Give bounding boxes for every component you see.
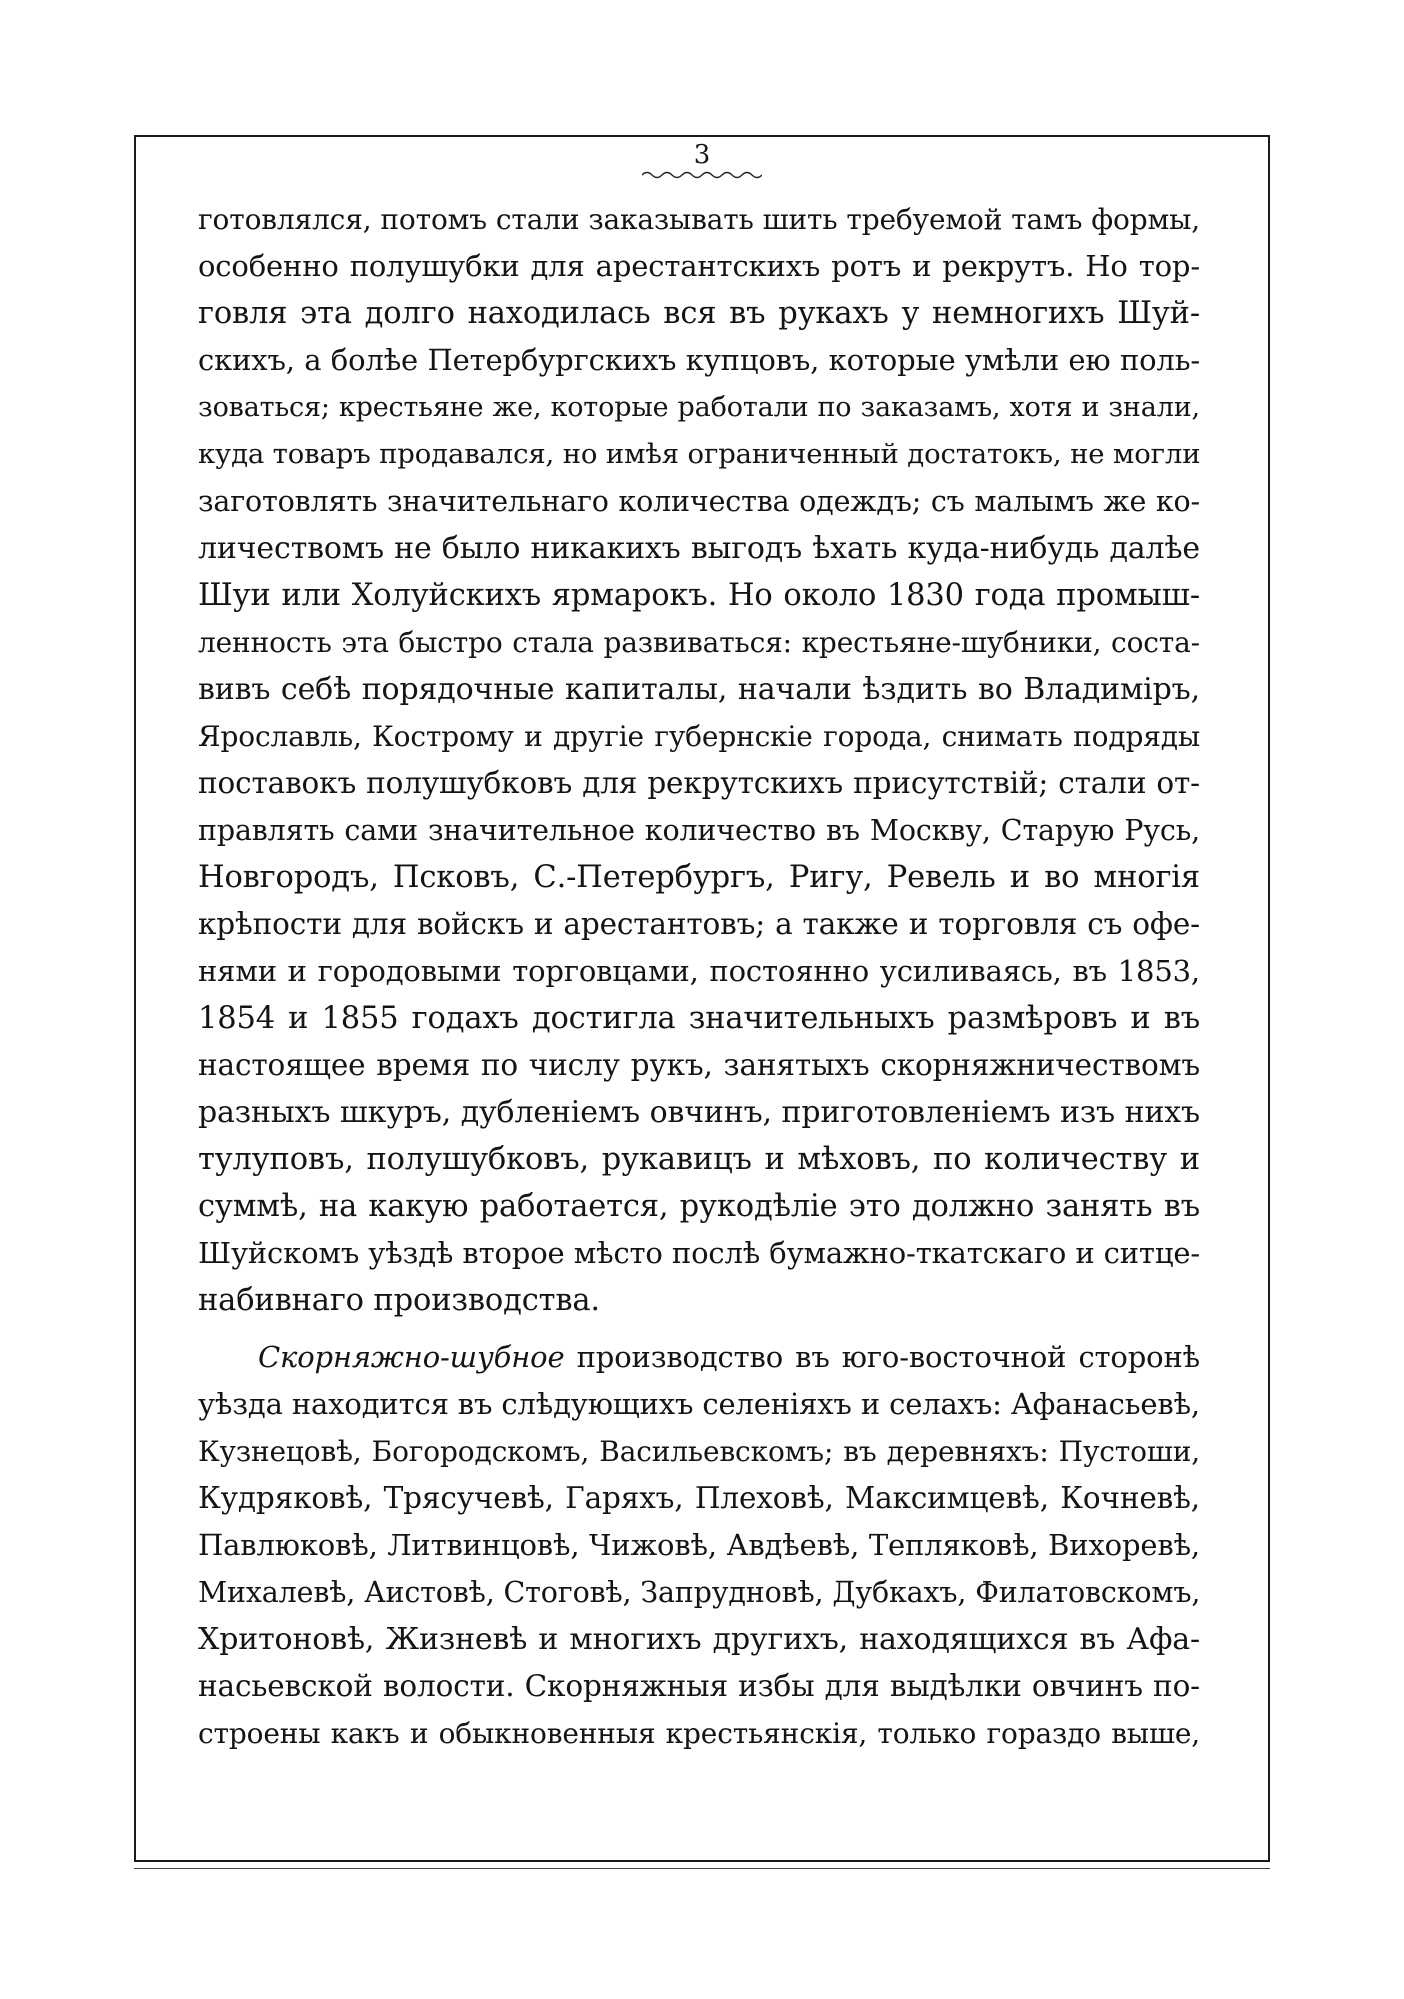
paragraph-gap bbox=[198, 1324, 1200, 1334]
text-line: нями и городовыми торговцами, постоянно усиливаясь, въ 1853, bbox=[198, 954, 1200, 988]
page-number: 3 bbox=[693, 140, 711, 170]
first-line-rest: производство въ юго-восточной сторонѣ bbox=[564, 1340, 1200, 1374]
text-line: Хритоновѣ, Жизневѣ и многихъ другихъ, находящихся въ Афа- bbox=[198, 1622, 1200, 1657]
text-line: вивъ себѣ порядочные капиталы, начали ѣздить во Владиміръ, bbox=[198, 672, 1200, 707]
text-line-first bbox=[198, 1334, 1200, 1381]
text-line: набивнаго производства. bbox=[198, 1283, 600, 1318]
text-line: готовлялся, потомъ стали заказывать шить требуемой тамъ формы, bbox=[198, 203, 1200, 236]
text-line: крѣпости для войскъ и арестантовъ; а также и торговля съ офе- bbox=[198, 907, 1200, 941]
text-line: поставокъ полушубковъ для рекрутскихъ присутствій; стали от- bbox=[198, 766, 1200, 800]
text-line: правлять сами значительное количество въ Москву, Старую Русь, bbox=[198, 814, 1200, 847]
text-line: куда товаръ продавался, но имѣя ограниченный достатокъ, не могли bbox=[198, 438, 1201, 470]
text-line: Новгородъ, Псковъ, С.-Петербургъ, Ригу, Ревель и во многія bbox=[198, 860, 1200, 895]
text-line: Шуйскомъ уѣздѣ второе мѣсто послѣ бумажно-ткатскаго и ситце- bbox=[198, 1236, 1200, 1270]
text-line: тулуповъ, полушубковъ, рукавицъ и мѣховъ, по количеству и bbox=[198, 1142, 1200, 1177]
text-line: 1854 и 1855 годахъ достигла значительныхъ размѣровъ и въ bbox=[198, 1001, 1200, 1036]
frame-bottom-rule-thin bbox=[134, 1868, 1270, 1869]
body-text bbox=[198, 196, 1200, 1757]
text-line: особенно полушубки для арестантскихъ ротъ и рекрутъ. Но тор- bbox=[198, 249, 1200, 283]
paragraph-1 bbox=[198, 196, 1200, 1324]
text-line: насьевской волости. Скорняжныя избы для выдѣлки овчинъ по- bbox=[198, 1669, 1200, 1703]
text-line: ленность эта быстро стала развиваться: крестьяне-шубники, соста- bbox=[198, 626, 1200, 659]
text-line: Шуи или Холуйскихъ ярмарокъ. Но около 1830 года промыш- bbox=[198, 578, 1200, 613]
text-line: Кудряковѣ, Трясучевѣ, Гаряхъ, Плеховѣ, Максимцевѣ, Кочневѣ, bbox=[198, 1481, 1200, 1515]
text-line: скихъ, а болѣе Петербургскихъ купцовъ, которые умѣли ею поль- bbox=[198, 343, 1200, 377]
page-number-ornament bbox=[642, 170, 762, 180]
text-line: говля эта долго находилась вся въ рукахъ у немногихъ Шуй- bbox=[198, 296, 1200, 331]
text-line: зоваться; крестьяне же, которые работали по заказамъ, хотя и знали, bbox=[198, 392, 1200, 423]
text-line: личествомъ не было никакихъ выгодъ ѣхать куда-нибудь далѣе bbox=[198, 531, 1200, 566]
emphasized-term: Скорняжно-шубное bbox=[258, 1340, 565, 1374]
text-line: Ярославль, Кострому и другіе губернскіе города, снимать подряды bbox=[198, 720, 1200, 753]
frame-bottom-rule bbox=[134, 1860, 1270, 1862]
text-line: Кузнецовѣ, Богородскомъ, Васильевскомъ; въ деревняхъ: Пустоши, bbox=[198, 1435, 1200, 1468]
text-line: уѣзда находится въ слѣдующихъ селеніяхъ и селахъ: Афанасьевѣ, bbox=[198, 1387, 1200, 1421]
text-line: Михалевѣ, Аистовѣ, Стоговѣ, Запрудновѣ, Дубкахъ, Филатовскомъ, bbox=[198, 1576, 1201, 1609]
text-line: заготовлять значительнаго количества одеждъ; съ малымъ же ко- bbox=[198, 485, 1200, 518]
text-line: суммѣ, на какую работается, рукодѣліе это должно занять въ bbox=[198, 1189, 1200, 1224]
text-line: Павлюковѣ, Литвинцовѣ, Чижовѣ, Авдѣевѣ, Тепляковѣ, Вихоревѣ, bbox=[198, 1528, 1200, 1562]
text-line: настоящее время по числу рукъ, занятыхъ скорняжничествомъ bbox=[198, 1048, 1200, 1082]
text-line: разныхъ шкуръ, дубленіемъ овчинъ, приготовленіемъ изъ нихъ bbox=[198, 1095, 1200, 1130]
paragraph-2 bbox=[198, 1334, 1200, 1757]
text-line: строены какъ и обыкновенныя крестьянскія, только гораздо выше, bbox=[198, 1717, 1200, 1750]
